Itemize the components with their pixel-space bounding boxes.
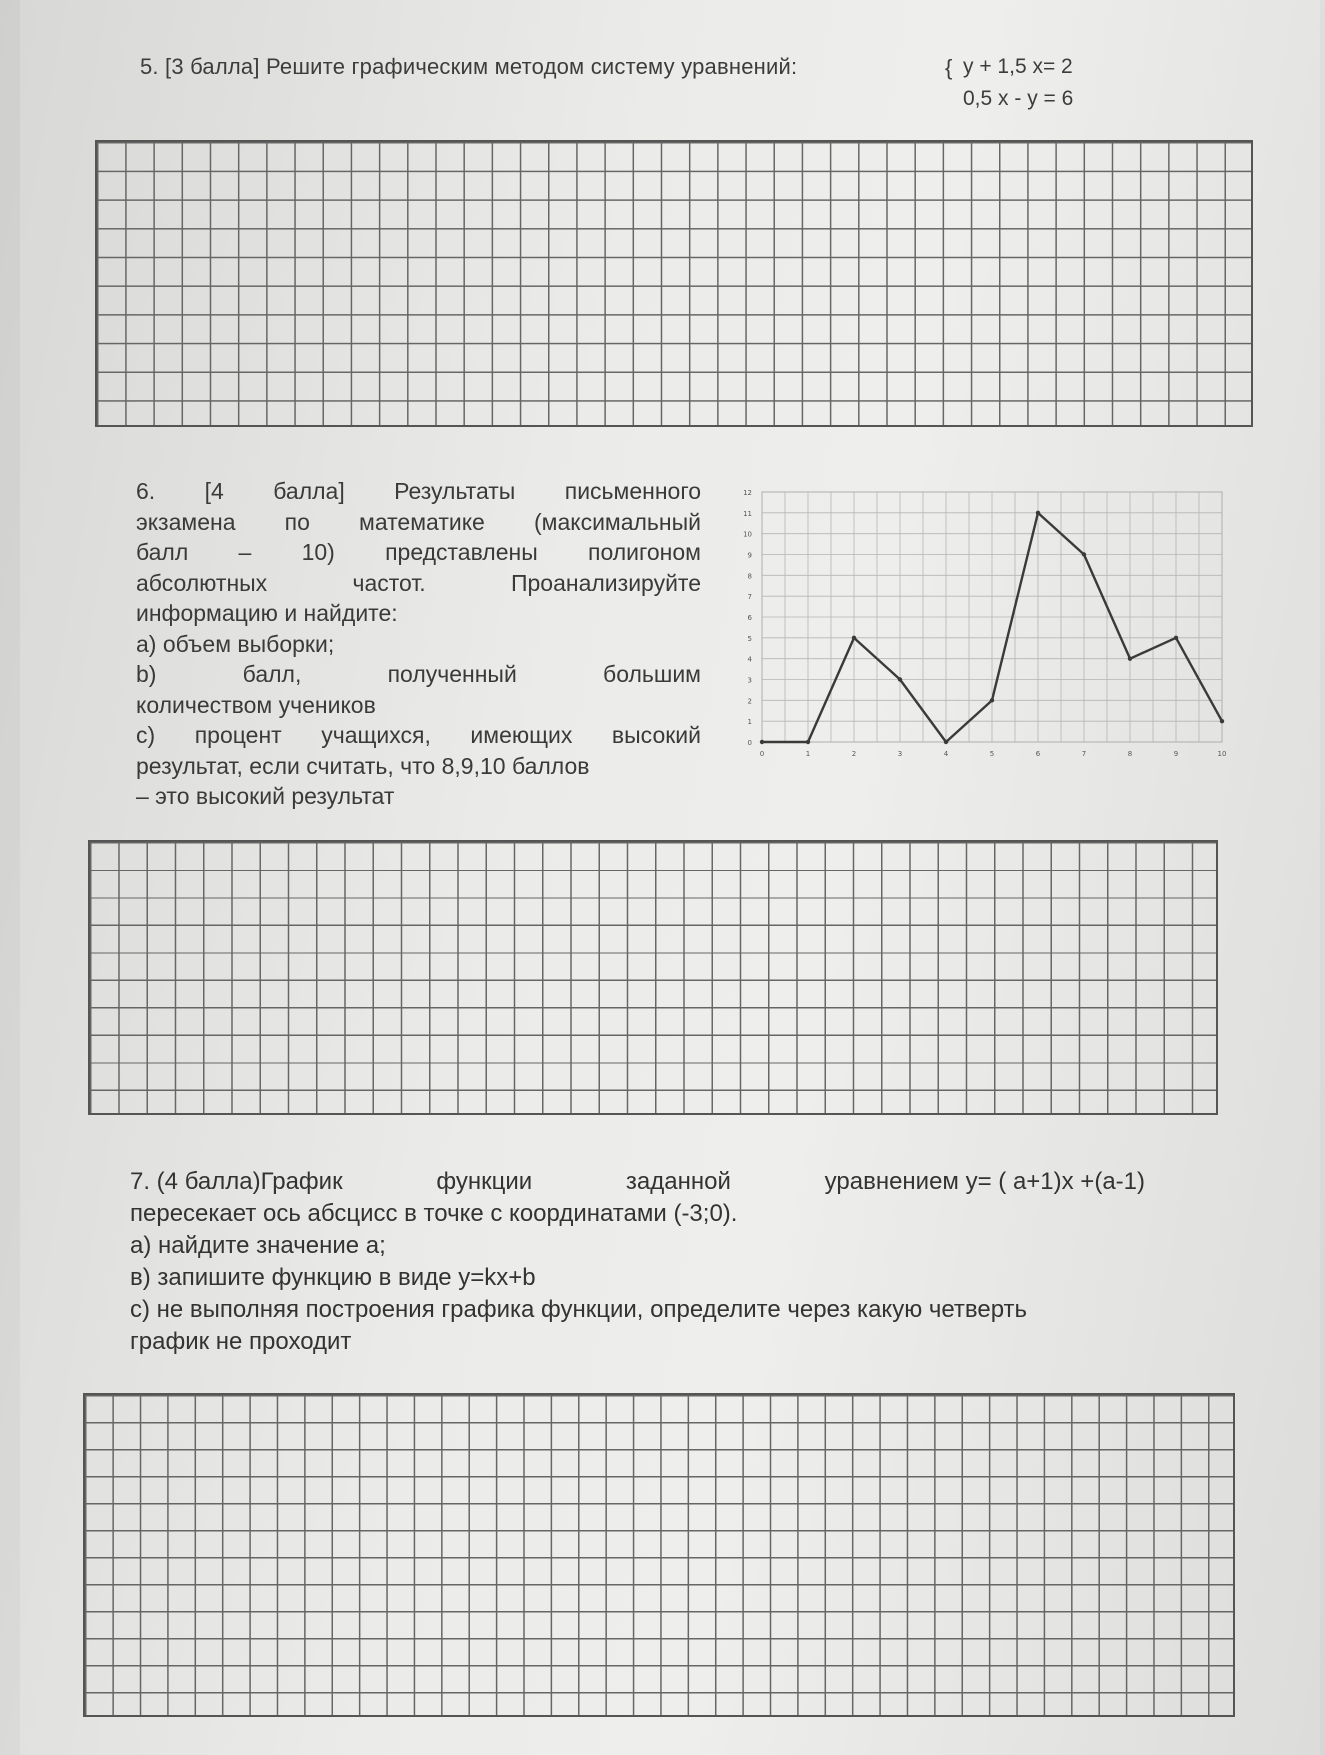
chart-y-tick-label: 12 <box>743 489 752 497</box>
task6-line: балл – 10) представлены полигоном <box>136 539 701 565</box>
chart-x-tick-label: 9 <box>1173 750 1179 758</box>
chart-x-tick-label: 4 <box>943 750 949 758</box>
task7-line: в) запишите функцию в виде y=kx+b <box>130 1264 536 1291</box>
task7-text <box>130 1166 1210 1358</box>
answer-grid-task6[interactable] <box>88 840 1218 1115</box>
task7-line: а) найдите значение а; <box>130 1232 386 1259</box>
task6-line: информацию и найдите: <box>136 600 398 626</box>
chart-data-point <box>1128 656 1132 660</box>
chart-x-tick-label: 5 <box>989 750 995 758</box>
chart-x-tick-label: 8 <box>1127 750 1133 758</box>
chart-x-tick-label: 2 <box>851 750 857 758</box>
task6-line: абсолютных частот. Проанализируйте <box>136 569 701 596</box>
task6-line: количеством учеников <box>136 691 376 718</box>
chart-x-tick-label: 3 <box>897 750 903 758</box>
task5-text: 5. [3 балла] Решите графическим методом систему уравнений: <box>140 54 798 79</box>
chart-x-tick-label: 10 <box>1217 750 1227 758</box>
chart-data-point <box>1036 511 1040 515</box>
chart-y-tick-label: 3 <box>747 676 752 685</box>
chart-y-tick-label: 4 <box>747 655 752 664</box>
task6-line: результат, если считать, что 8,9,10 баллов <box>136 752 590 779</box>
task5-equation-1: y + 1,5 x= 2 <box>963 55 1073 78</box>
chart-data-point <box>806 740 810 744</box>
chart-y-tick-label: 0 <box>747 739 752 747</box>
task7-line: пересекает ось абсцисс в точке с координатами (-3;0). <box>130 1200 738 1227</box>
chart-x-tick-label: 0 <box>759 750 765 758</box>
chart-y-tick-label: 2 <box>747 697 752 706</box>
task6-line: с) процент учащихся, имеющих высокий <box>136 722 701 748</box>
task7-word: заданной <box>625 1168 731 1195</box>
task6-line: – это высокий результат <box>136 783 395 809</box>
task5-equation-2: 0,5 x - y = 6 <box>963 87 1074 110</box>
chart-x-tick-label: 6 <box>1035 750 1041 758</box>
task6-line: b) балл, полученный большим <box>136 661 701 687</box>
chart-data-point <box>1082 552 1086 556</box>
task5-brace: { <box>945 55 953 80</box>
chart-data-point <box>990 698 994 702</box>
worksheet-page <box>20 0 1320 1755</box>
task7-word: функции <box>436 1168 533 1195</box>
task7-word: 7. (4 балла)График <box>130 1168 343 1195</box>
answer-grid-task7[interactable] <box>83 1393 1235 1717</box>
chart-data-point <box>760 740 764 744</box>
task6-line: экзамена по математике (максимальный <box>136 508 701 535</box>
chart-data-point <box>944 740 948 744</box>
chart-data-point <box>852 636 856 640</box>
chart-y-tick-label: 8 <box>747 572 752 581</box>
task7-line-1 <box>130 1166 1145 1198</box>
task7-word: уравнением y= ( a+1)x +(a-1) <box>824 1168 1145 1195</box>
task6-line: а) объем выборки; <box>136 630 335 657</box>
task6-text <box>136 476 701 812</box>
chart-data-point <box>1174 636 1178 640</box>
chart-y-tick-label: 9 <box>747 551 752 560</box>
chart-x-tick-label: 7 <box>1081 750 1087 758</box>
chart-y-tick-label: 5 <box>747 634 752 643</box>
answer-grid-task5[interactable] <box>95 140 1253 427</box>
task6-line: 6. [4 балла] Результаты письменного <box>136 478 701 504</box>
chart-data-point <box>1220 719 1224 723</box>
frequency-polygon-chart <box>732 482 1237 772</box>
chart-y-tick-label: 7 <box>747 593 752 602</box>
chart-y-tick-label: 11 <box>743 509 752 518</box>
chart-y-tick-label: 6 <box>747 614 752 622</box>
chart-y-tick-label: 10 <box>743 530 752 539</box>
task7-line: график не проходит <box>130 1328 352 1355</box>
chart-data-point <box>898 677 902 681</box>
chart-y-tick-label: 1 <box>747 718 752 727</box>
task7-line: с) не выполняя построения графика функции, определите через какую четверть <box>130 1296 1028 1323</box>
chart-x-tick-label: 1 <box>805 750 811 758</box>
